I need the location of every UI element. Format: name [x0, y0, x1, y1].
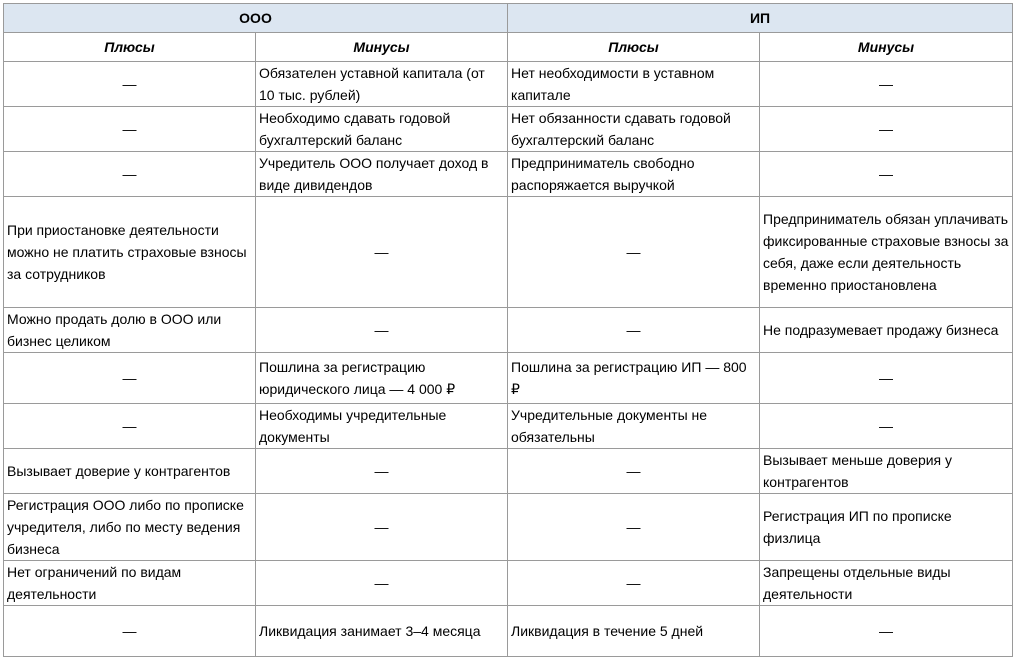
group-header-row [4, 4, 1013, 33]
cell-ip-cons: — [760, 606, 1013, 657]
cell-ooo-pros: — [4, 353, 256, 404]
cell-ooo-pros: Можно продать долю в ООО или бизнес целиком [4, 308, 256, 353]
cell-ooo-pros: Вызывает доверие у контрагентов [4, 449, 256, 494]
cell-ooo-pros: При приостановке деятельности можно не платить страховые взносы за сотрудников [4, 197, 256, 308]
subheader-ip-pros: Плюсы [508, 33, 760, 62]
cell-ip-pros: Пошлина за регистрацию ИП — 800 ₽ [508, 353, 760, 404]
cell-ip-pros: Ликвидация в течение 5 дней [508, 606, 760, 657]
cell-ooo-pros: — [4, 606, 256, 657]
cell-ooo-cons: Необходимы учредительные документы [256, 404, 508, 449]
cell-ip-cons: Предприниматель обязан уплачивать фиксированные страховые взносы за себя, даже если деятельность временно приостановлена [760, 197, 1013, 308]
cell-ooo-cons: — [256, 308, 508, 353]
cell-ooo-pros: — [4, 62, 256, 107]
cell-ip-pros: — [508, 197, 760, 308]
group-header-ip: ИП [508, 4, 1013, 33]
cell-ooo-cons: Пошлина за регистрацию юридического лица — 4 000 ₽ [256, 353, 508, 404]
cell-ip-pros: — [508, 561, 760, 606]
table-body [4, 62, 1013, 657]
comparison-table [3, 3, 1013, 657]
cell-ooo-cons: Учредитель ООО получает доход в виде дивидендов [256, 152, 508, 197]
table-row [4, 404, 1013, 449]
cell-ip-cons: — [760, 62, 1013, 107]
cell-ip-cons: Запрещены отдельные виды деятельности [760, 561, 1013, 606]
cell-ooo-cons: Необходимо сдавать годовой бухгалтерский баланс [256, 107, 508, 152]
group-header-ooo: ООО [4, 4, 508, 33]
cell-ooo-cons: Обязателен уставной капитала (от 10 тыс. рублей) [256, 62, 508, 107]
cell-ip-pros: — [508, 449, 760, 494]
subheader-row [4, 33, 1013, 62]
cell-ip-cons: — [760, 353, 1013, 404]
subheader-ip-cons: Минусы [760, 33, 1013, 62]
cell-ip-pros: — [508, 308, 760, 353]
cell-ooo-pros: Регистрация ООО либо по прописке учредителя, либо по месту ведения бизнеса [4, 494, 256, 561]
cell-ip-cons: Не подразумевает продажу бизнеса [760, 308, 1013, 353]
cell-ip-pros: Нет обязанности сдавать годовой бухгалтерский баланс [508, 107, 760, 152]
table-row [4, 561, 1013, 606]
table-row [4, 197, 1013, 308]
cell-ip-cons: — [760, 152, 1013, 197]
cell-ip-pros: Предприниматель свободно распоряжается выручкой [508, 152, 760, 197]
cell-ooo-cons: — [256, 449, 508, 494]
table-row [4, 353, 1013, 404]
table-row [4, 494, 1013, 561]
cell-ip-cons: — [760, 404, 1013, 449]
cell-ip-pros: Учредительные документы не обязательны [508, 404, 760, 449]
cell-ooo-pros: — [4, 152, 256, 197]
table-row [4, 152, 1013, 197]
cell-ip-pros: — [508, 494, 760, 561]
cell-ooo-cons: — [256, 197, 508, 308]
cell-ip-cons: Вызывает меньше доверия у контрагентов [760, 449, 1013, 494]
cell-ip-pros: Нет необходимости в уставном капитале [508, 62, 760, 107]
cell-ooo-pros: Нет ограничений по видам деятельности [4, 561, 256, 606]
table-row [4, 308, 1013, 353]
table-row [4, 107, 1013, 152]
cell-ooo-cons: Ликвидация занимает 3–4 месяца [256, 606, 508, 657]
cell-ooo-cons: — [256, 561, 508, 606]
cell-ooo-cons: — [256, 494, 508, 561]
table-row [4, 62, 1013, 107]
subheader-ooo-pros: Плюсы [4, 33, 256, 62]
cell-ooo-pros: — [4, 107, 256, 152]
cell-ooo-pros: — [4, 404, 256, 449]
subheader-ooo-cons: Минусы [256, 33, 508, 62]
table-row [4, 606, 1013, 657]
table-row [4, 449, 1013, 494]
cell-ip-cons: — [760, 107, 1013, 152]
cell-ip-cons: Регистрация ИП по прописке физлица [760, 494, 1013, 561]
